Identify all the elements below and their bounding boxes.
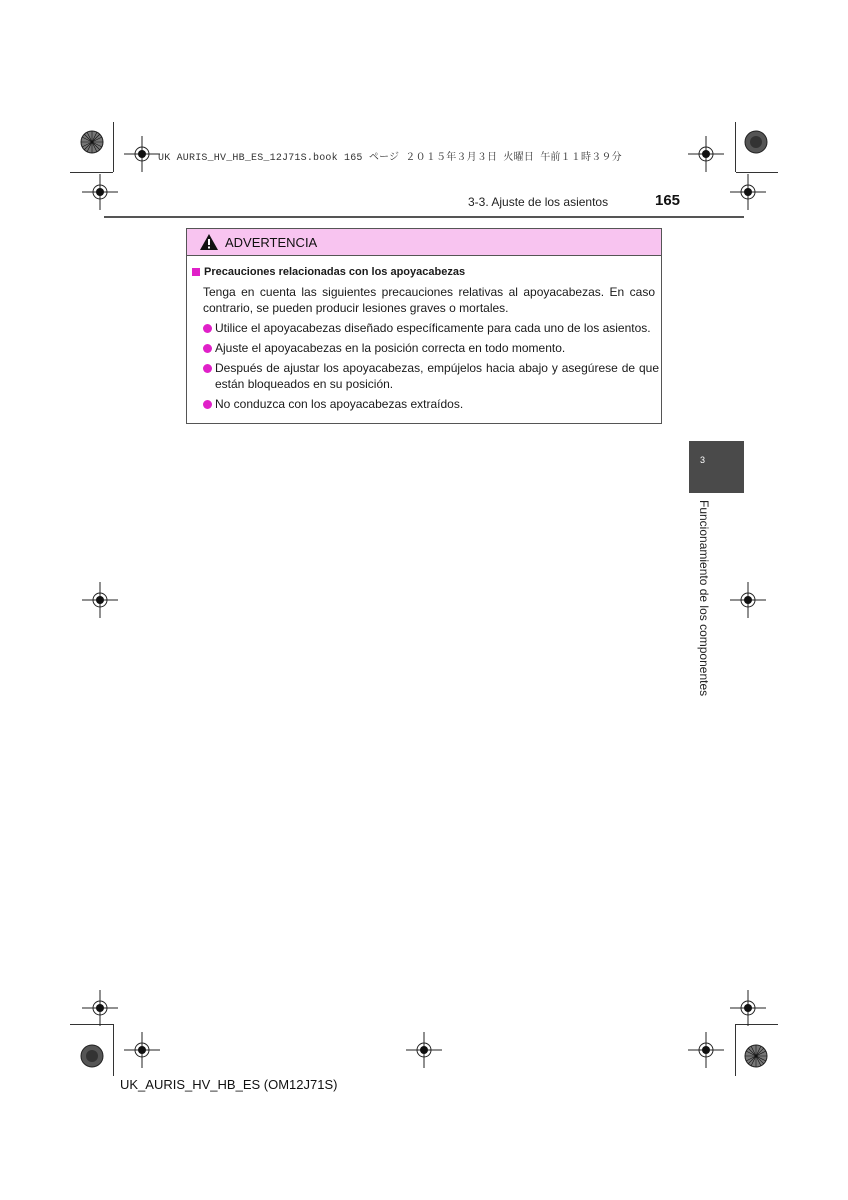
section-title: 3-3. Ajuste de los asientos <box>468 195 609 209</box>
crop-line <box>736 172 778 173</box>
registration-mark-icon <box>688 1032 724 1068</box>
warning-triangle-icon <box>199 233 219 251</box>
list-item-text: Utilice el apoyacabezas diseñado específicamente para cada uno de los asientos. <box>215 321 651 335</box>
list-item <box>203 340 659 356</box>
color-wheel-icon <box>744 130 768 154</box>
print-slug: UK AURIS_HV_HB_ES_12J71S.book 165 ページ ２０１５年３月３日 火曜日 午前１１時３９分 <box>158 153 622 164</box>
list-item-text: Ajuste el apoyacabezas en la posición correcta en todo momento. <box>215 341 566 355</box>
chapter-number: 3 <box>700 455 706 465</box>
subheading-text: Precauciones relacionadas con los apoyacabezas <box>204 266 466 278</box>
crop-line <box>113 122 114 172</box>
header-rule <box>104 216 744 218</box>
registration-mark-icon <box>730 174 766 210</box>
registration-mark-icon <box>730 990 766 1026</box>
crop-line <box>70 172 113 173</box>
registration-mark-icon <box>82 990 118 1026</box>
crop-line <box>735 1024 736 1076</box>
warning-subheading <box>192 266 465 278</box>
color-wheel-icon <box>80 130 104 154</box>
warning-title: ADVERTENCIA <box>225 234 318 250</box>
registration-mark-icon <box>82 174 118 210</box>
warning-box <box>186 228 662 424</box>
chapter-tab <box>689 441 744 493</box>
crop-line <box>113 1024 114 1076</box>
bullet-dot-icon <box>203 324 212 333</box>
registration-mark-icon <box>124 1032 160 1068</box>
chapter-label: Funcionamiento de los componentes <box>697 500 711 697</box>
square-bullet-icon <box>192 268 200 276</box>
crop-line <box>735 122 736 172</box>
list-item-text: Después de ajustar los apoyacabezas, empújelos hacia abajo y asegúrese de que están bloqueados en su posición. <box>215 361 659 391</box>
page-number: 165 <box>655 192 681 209</box>
footer-code: UK_AURIS_HV_HB_ES (OM12J71S) <box>120 1077 338 1092</box>
warning-intro: Tenga en cuenta las siguientes precauciones relativas al apoyacabezas. En caso contrario, se pueden producir lesiones graves o mortales. <box>203 285 655 315</box>
registration-mark-icon <box>124 136 160 172</box>
list-item <box>203 396 659 412</box>
list-item-text: No conduzca con los apoyacabezas extraídos. <box>215 397 464 411</box>
warning-header <box>187 229 661 256</box>
registration-mark-icon <box>688 136 724 172</box>
registration-mark-icon <box>730 582 766 618</box>
list-item <box>203 360 659 392</box>
bullet-dot-icon <box>203 400 212 409</box>
bullet-dot-icon <box>203 344 212 353</box>
color-wheel-icon <box>80 1044 104 1068</box>
bullet-dot-icon <box>203 364 212 373</box>
color-wheel-icon <box>744 1044 768 1068</box>
registration-mark-icon <box>82 582 118 618</box>
list-item <box>203 320 659 336</box>
registration-mark-icon <box>406 1032 442 1068</box>
